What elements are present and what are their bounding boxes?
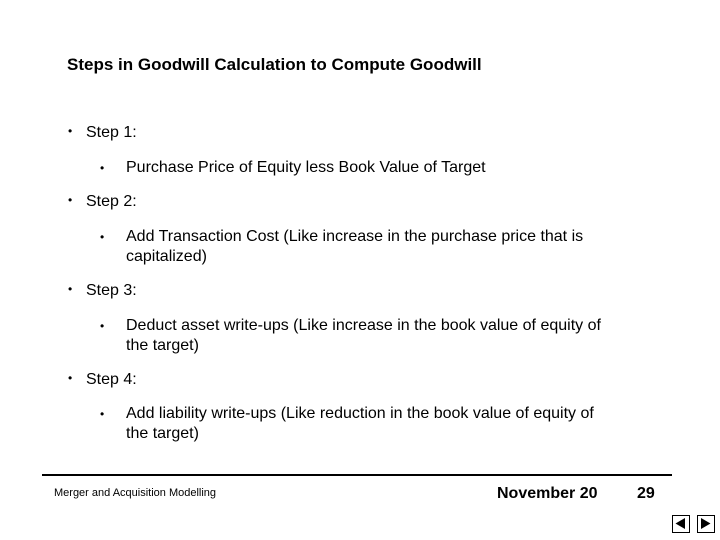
step-2-detail: Add Transaction Cost (Like increase in the purchase price that is capitalized): [126, 228, 584, 265]
step-4-detail: Add liability write-ups (Like reduction in the book value of equity of the target): [126, 405, 594, 442]
slide-title: Steps in Goodwill Calculation to Compute Goodwill: [67, 55, 482, 74]
triangle-right-icon: [698, 516, 713, 531]
step-3-item: [68, 282, 137, 300]
sub-bullet: •: [100, 230, 105, 244]
bullet: •: [68, 193, 73, 207]
triangle-left-icon: [673, 516, 688, 531]
page-number: 29: [637, 485, 655, 502]
next-slide-button[interactable]: [697, 515, 715, 533]
sub-bullet: •: [100, 407, 105, 421]
step-4-item: [68, 371, 137, 389]
bullet: •: [68, 371, 73, 385]
bullet: •: [68, 282, 73, 296]
step-3-detail: Deduct asset write-ups (Like increase in the book value of equity of the target): [126, 317, 601, 354]
step-3-label: Step 3:: [86, 282, 137, 299]
step-1-item: [68, 124, 137, 142]
footer-divider: [42, 474, 672, 476]
bullet: •: [68, 124, 73, 138]
step-2-label: Step 2:: [86, 193, 137, 210]
step-4-label: Step 4:: [86, 371, 137, 388]
step-1-label: Step 1:: [86, 124, 137, 141]
previous-slide-button[interactable]: [672, 515, 690, 533]
sub-bullet: •: [100, 161, 105, 175]
footer-date: November 20: [497, 485, 598, 502]
footer-course-title: Merger and Acquisition Modelling: [54, 487, 217, 499]
step-2-item: [68, 193, 137, 211]
step-1-detail: Purchase Price of Equity less Book Value of Target: [126, 159, 486, 176]
sub-bullet: •: [100, 319, 105, 333]
